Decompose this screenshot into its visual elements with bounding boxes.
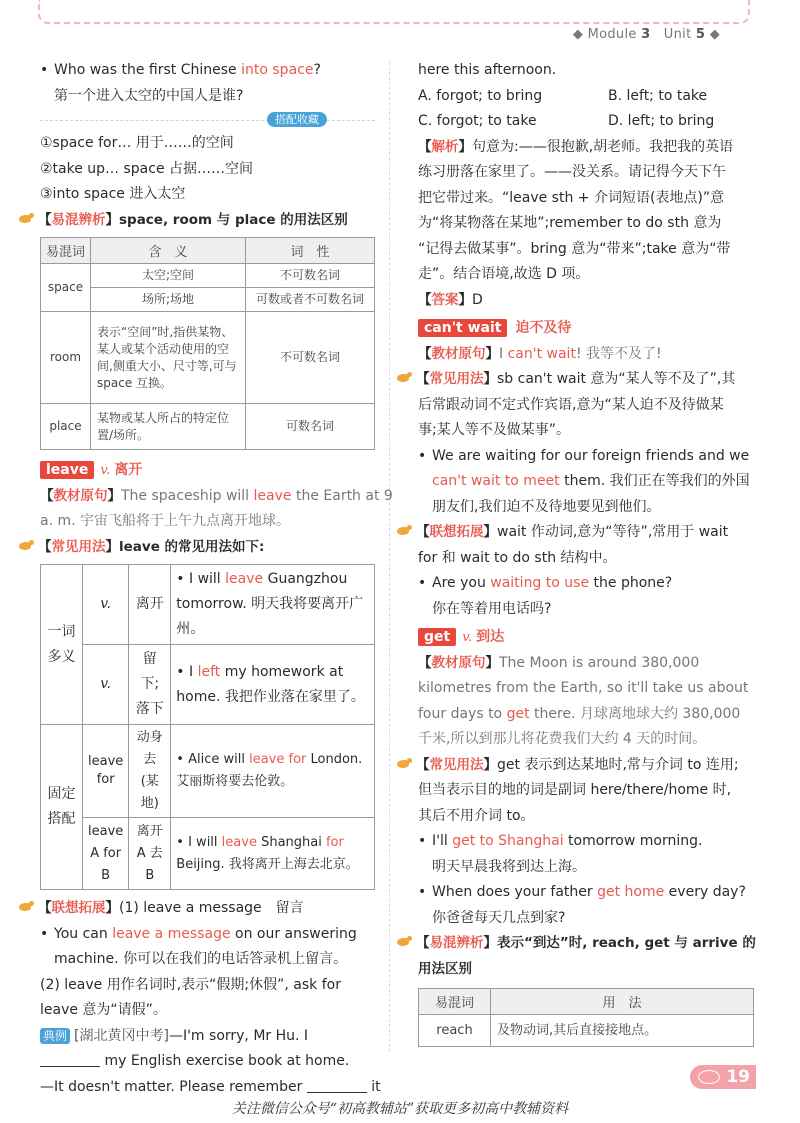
footer-note: 关注微信公众号“初高教辅站”获取更多初高中教辅资料 [231, 1101, 569, 1117]
collocation-item: ③into space 进入太空 [40, 186, 186, 202]
table-word: space [41, 264, 91, 312]
decorative-icon [698, 1070, 720, 1084]
extension-heading: 【联想拓展】(1) leave a message 留言 [18, 896, 375, 922]
option-row: C. forgot; to take D. left; to bring [418, 113, 715, 129]
bird-icon [396, 371, 414, 385]
space-room-place-table: 易混词 含 义 词 性 space 太空;空间 不可数名词 场所;场地 可数或者不可数名词 room 表示“空间”时,指供某物、某人或某个活动使用的空间,侧重大小、尺寸等,可与space 互换。 不可数名词 place 某物或某人所占的特定位置/场所。 可数名词 [40, 237, 375, 450]
table-word: room [41, 312, 91, 404]
analysis: 【解析】句意为:——很抱歉,胡老师。我把我的英语 [418, 138, 734, 155]
header-frame [38, 0, 750, 24]
page-number: 19 [690, 1065, 756, 1089]
exam-question: 典例 [湖北黄冈中考]—I'm sorry, Mr Hu. I [40, 1024, 375, 1050]
module-unit-label: ◆ Module 3 Unit 5 ◆ [572, 27, 720, 42]
collect-label: 搭配收藏 [267, 112, 327, 127]
bird-icon [396, 524, 414, 538]
confuse-heading: 【易混辨析】space, room 与 place 的用法区别 [18, 208, 375, 234]
usage-heading: 【常见用法】leave 的常见用法如下: [18, 535, 375, 561]
entry-get: get v. 到达 [418, 625, 754, 651]
entry-leave: leave v. 离开 [40, 458, 375, 484]
bird-icon [18, 212, 36, 226]
bird-icon [396, 935, 414, 949]
table-word: place [41, 404, 91, 450]
leave-usage-table: 一词多义 v. 离开 • I will leave Guangzhou tomorrow. 明天我将要离开广州。 v. 留下;落下 • I left my homework at home. 我把作业落在家里了。 固定搭配 leave for 动身去(某地) • Alice will leave for London. 艾丽斯将要去伦敦。 leave A for B 离开 A 去 B • I will leave Shanghai for Beijing. 我将离开上海去北京。 [40, 564, 375, 890]
left-column: • Who was the first Chinese into space? 第一个进入太空的中国人是谁? 搭配收藏 ①space for… 用于……的空间 ②take up… space 占据……空间 ③into space 进入太空 【易混辨析】space, room 与 place 的用法区别 易混词 含 义 词 性 space 太空;空间 不可数名词 场所;场地 可数或者不可数名词 room 表示“空间”时,指供某物、某人或某个活动使用的空间,侧重大小、尺寸等,可与space 互换。 不可数名词 place 某物或某人所占的特定位置/场所。 可数名词 leave v. 离开 【教材原句】The spaceship will leave the Earth at 9 a. m. 宇宙飞船将于上午九点离开地球。 【常见用法】leave 的常见用法如下: 一词多义 v. 离开 • I will leave Guangzhou tomorrow. 明天我将要离开广州。 v. 留下;落下 • I left my homework at home. 我把作业落在家里了。 固定搭配 leave for 动身去(某地) • Alice will leave for London. 艾丽斯将要去伦敦。 leave A for B 离开 A 去 B • I will leave Shanghai for Beijing. 我将离开上海去北京。 【联想拓展】(1) leave a message 留言 • You can leave a message on our answering machine. 你可以在我们的电话答录机上留言。 (2) leave 用作名词时,表示“假期;休假”, ask for leave 意为“请假”。 典例 [湖北黄冈中考]—I'm sorry, Mr Hu. I my English exercise book at home. —It doesn't matter. Please remember it [40, 58, 375, 1100]
bird-icon [18, 539, 36, 553]
example-badge: 典例 [40, 1028, 70, 1044]
collocation-banner [40, 109, 375, 131]
example-sentence: • Who was the first Chinese into space? [40, 58, 375, 84]
answer-blank[interactable] [307, 1079, 367, 1093]
textbook-sentence: 【教材原句】The spaceship will leave the Earth at 9 [40, 487, 393, 504]
answer-blank[interactable] [40, 1053, 100, 1067]
collocation-item: ①space for… 用于……的空间 [40, 135, 234, 151]
bird-icon [18, 900, 36, 914]
multi-meaning-label: 一词多义 [41, 565, 83, 725]
bird-icon [396, 757, 414, 771]
example-translation: 第一个进入太空的中国人是谁? [54, 87, 244, 104]
option-row: A. forgot; to bring B. left; to take [418, 87, 708, 104]
reach-get-arrive-table: 易混词 用 法 reach 及物动词,其后直接接地点。 [418, 988, 754, 1047]
fixed-collocation-label: 固定搭配 [41, 725, 83, 890]
answer: 【答案】D [418, 291, 483, 308]
entry-cant-wait: can't wait 迫不及待 [418, 316, 754, 342]
right-column: here this afternoon. A. forgot; to bring B. left; to take C. forgot; to take D. left; to bring 【解析】句意为:——很抱歉,胡老师。我把我的英语 练习册落在家里了。——没关系。请记得今天下午 把它带过来。“leave sth + 介词短语(表地点)”意 为“将某物落在某地”;remember to do sth 意为 “记得去做某事”。bring 意为“带来”;take 意为“带 走”。结合语境,故选 D 项。 【答案】D can't wait 迫不及待 【教材原句】I can't wait! 我等不及了! 【常见用法】sb can't wait 意为“某人等不及了”,其 后常跟动词不定式作宾语,意为“某人迫不及待做某 事;某人等不及做某事”。 • We are waiting for our foreign friends and we can't wait to meet them. 我们正在等我们的外国 朋友们,我们迫不及待地要见到他们。 【联想拓展】wait 作动词,意为“等待”,常用于 wait for 和 wait to do sth 结构中。 • Are you waiting to use the phone? 你在等着用电话吗? get v. 到达 【教材原句】The Moon is around 380,000 kilometres from the Earth, so it'll take us about four days to get there. 月球离地球大约 380,000 千米,所以到那儿将花费我们大约 4 天的时间。 【常见用法】get 表示到达某地时,常与介词 to 连用; 但当表示目的地的词是副词 here/there/home 时, 其后不用介词 to。 • I'll get to Shanghai tomorrow morning. 明天早晨我将到达上海。 • When does your father get home every day? 你爸爸每天几点到家? 【易混辨析】表示“到达”时, reach, get 与 arrive 的 用法区别 易混词 用 法 reach 及物动词,其后直接接地点。 [418, 58, 754, 1047]
column-divider [389, 62, 390, 1052]
collocation-item: ②take up… space 占据……空间 [40, 160, 254, 177]
